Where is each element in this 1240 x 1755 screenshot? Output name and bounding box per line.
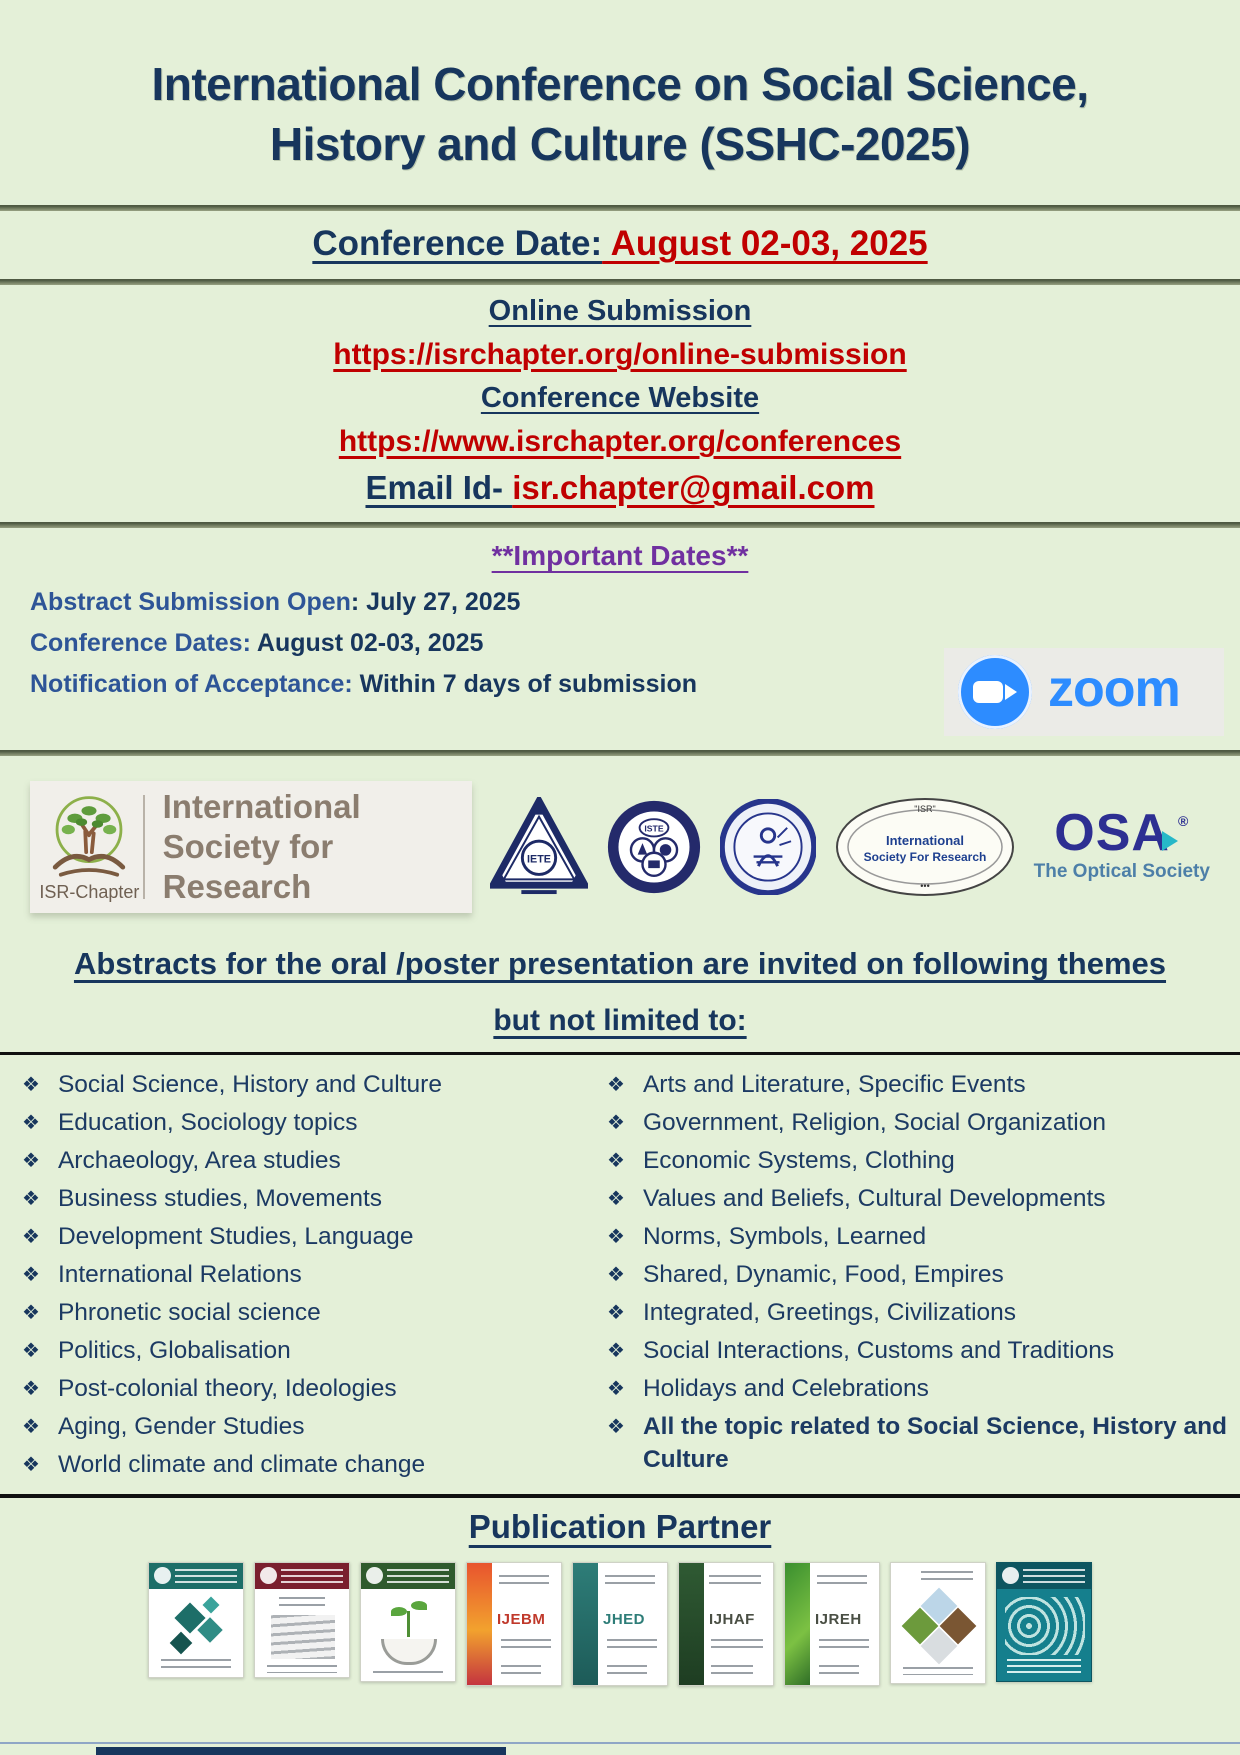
svg-text:IETE: IETE: [526, 853, 551, 866]
theme-item: ❖ Government, Religion, Social Organization: [607, 1106, 1232, 1139]
theme-item: ❖ Phronetic social science: [22, 1296, 607, 1329]
theme-item: ❖ Post-colonial theory, Ideologies: [22, 1372, 607, 1405]
journal-cover: [148, 1562, 244, 1678]
journal-acronym: IJEBM: [497, 1611, 546, 1629]
osa-subtitle: The Optical Society: [1033, 861, 1210, 883]
divider: [0, 522, 1240, 528]
publication-journal-covers: [0, 1562, 1240, 1686]
journal-cover: [784, 1562, 880, 1686]
theme-item: ❖ Holidays and Celebrations: [607, 1372, 1232, 1405]
title-line-1: International Conference on Social Science,: [151, 57, 1089, 110]
bottom-bar: [96, 1747, 506, 1755]
zoom-logo: [944, 648, 1224, 736]
theme-item: ❖ International Relations: [22, 1258, 607, 1291]
theme-item: ❖ Arts and Literature, Specific Events: [607, 1068, 1232, 1101]
svg-text:International: International: [885, 833, 964, 849]
theme-item: ❖ Archaeology, Area studies: [22, 1144, 607, 1177]
title-line-2: History and Culture (SSHC-2025): [269, 117, 971, 170]
important-dates-list: [30, 588, 944, 711]
svg-text:Society For Research: Society For Research: [863, 850, 987, 865]
osa-triangle-icon: [1162, 831, 1178, 851]
conference-date-value: August 02-03, 2025: [602, 224, 928, 264]
journal-acronym: JHED: [603, 1611, 646, 1629]
iete-logo-icon: [490, 797, 588, 897]
journal-cover: [572, 1562, 668, 1686]
journal-acronym: IJREH: [815, 1611, 862, 1629]
divider: [0, 279, 1240, 285]
isr-oval-logo-icon: [834, 796, 1016, 898]
journal-cover: [360, 1562, 456, 1682]
theme-item: ❖ World climate and climate change: [22, 1448, 607, 1481]
theme-item: ❖ Business studies, Movements: [22, 1182, 607, 1215]
isr-society-name: International Society for Research: [162, 787, 361, 906]
themes-lists: [0, 1055, 1240, 1481]
journal-cover: [890, 1562, 986, 1684]
date-label: Abstract Submission Open: [30, 588, 351, 617]
email-label: Email Id-: [365, 469, 513, 507]
date-value: August 02-03, 2025: [250, 629, 484, 658]
themes-heading: Abstracts for the oral /poster presentation are invited on following themes: [73, 946, 1167, 982]
conference-date: [0, 224, 1240, 264]
svg-text:"ISR": "ISR": [913, 804, 936, 815]
date-value: Within 7 days of submission: [352, 670, 697, 699]
svg-text:ISTE: ISTE: [644, 823, 664, 834]
osa-wordmark: OSA: [1054, 804, 1170, 863]
important-date-item: [30, 670, 944, 699]
themes-subheading: but not limited to:: [493, 1004, 747, 1038]
institution-of-engineers-logo-icon: [720, 799, 816, 895]
zoom-camera-icon: [958, 655, 1032, 729]
themes-column-right: [607, 1063, 1232, 1481]
journal-cover: [254, 1562, 350, 1678]
theme-item: ❖ Norms, Symbols, Learned: [607, 1220, 1232, 1253]
online-submission-label: Online Submission: [488, 295, 752, 328]
svg-text:•••: •••: [919, 881, 930, 892]
divider: [0, 205, 1240, 211]
theme-item: ❖ Integrated, Greetings, Civilizations: [607, 1296, 1232, 1329]
important-date-item: [30, 629, 944, 658]
isr-tree-icon: [38, 792, 141, 903]
important-dates-section: [0, 572, 1240, 736]
theme-item: ❖ Development Studies, Language: [22, 1220, 607, 1253]
date-label: Conference Dates:: [30, 629, 251, 658]
theme-item: ❖ All the topic related to Social Science, History and Culture: [607, 1410, 1232, 1476]
organizer-logos-row: [0, 772, 1240, 922]
conference-date-label: Conference Date:: [312, 224, 603, 264]
theme-item: ❖ Shared, Dynamic, Food, Empires: [607, 1258, 1232, 1291]
journal-cover: [466, 1562, 562, 1686]
important-dates-heading: **Important Dates**: [491, 540, 749, 572]
logo-separator: [143, 795, 145, 899]
journal-cover: [996, 1562, 1092, 1682]
zoom-wordmark: zoom: [1048, 660, 1180, 719]
journal-acronym: IJHAF: [709, 1611, 755, 1629]
email-row: [0, 469, 1240, 507]
links-section: [0, 295, 1240, 507]
themes-column-left: [22, 1063, 607, 1481]
theme-item: ❖ Aging, Gender Studies: [22, 1410, 607, 1443]
divider: [0, 750, 1240, 756]
theme-item: ❖ Politics, Globalisation: [22, 1334, 607, 1367]
date-value: : July 27, 2025: [350, 588, 521, 617]
theme-item: ❖ Education, Sociology topics: [22, 1106, 607, 1139]
isr-chapter-caption: ISR-Chapter: [39, 881, 140, 902]
conference-website-label: Conference Website: [480, 382, 760, 415]
theme-item: ❖ Economic Systems, Clothing: [607, 1144, 1232, 1177]
important-date-item: [30, 588, 944, 617]
email-address[interactable]: isr.chapter@gmail.com: [512, 469, 875, 507]
isr-chapter-logo: [30, 781, 472, 913]
conference-website-url[interactable]: https://www.isrchapter.org/conferences: [338, 425, 902, 459]
online-submission-url[interactable]: https://isrchapter.org/online-submission: [333, 338, 907, 372]
theme-item: ❖ Social Interactions, Customs and Traditions: [607, 1334, 1232, 1367]
journal-cover: [678, 1562, 774, 1686]
publication-partner-heading: Publication Partner: [468, 1508, 772, 1546]
divider: [0, 1494, 1240, 1498]
poster-title: [0, 31, 1240, 175]
osa-logo: OSA ® The Optical Society: [1033, 804, 1210, 883]
theme-item: ❖ Values and Beliefs, Cultural Developments: [607, 1182, 1232, 1215]
iste-logo-icon: [606, 799, 702, 895]
theme-item: ❖ Social Science, History and Culture: [22, 1068, 607, 1101]
date-label: Notification of Acceptance:: [30, 670, 353, 699]
bottom-rule: [0, 1742, 1240, 1744]
